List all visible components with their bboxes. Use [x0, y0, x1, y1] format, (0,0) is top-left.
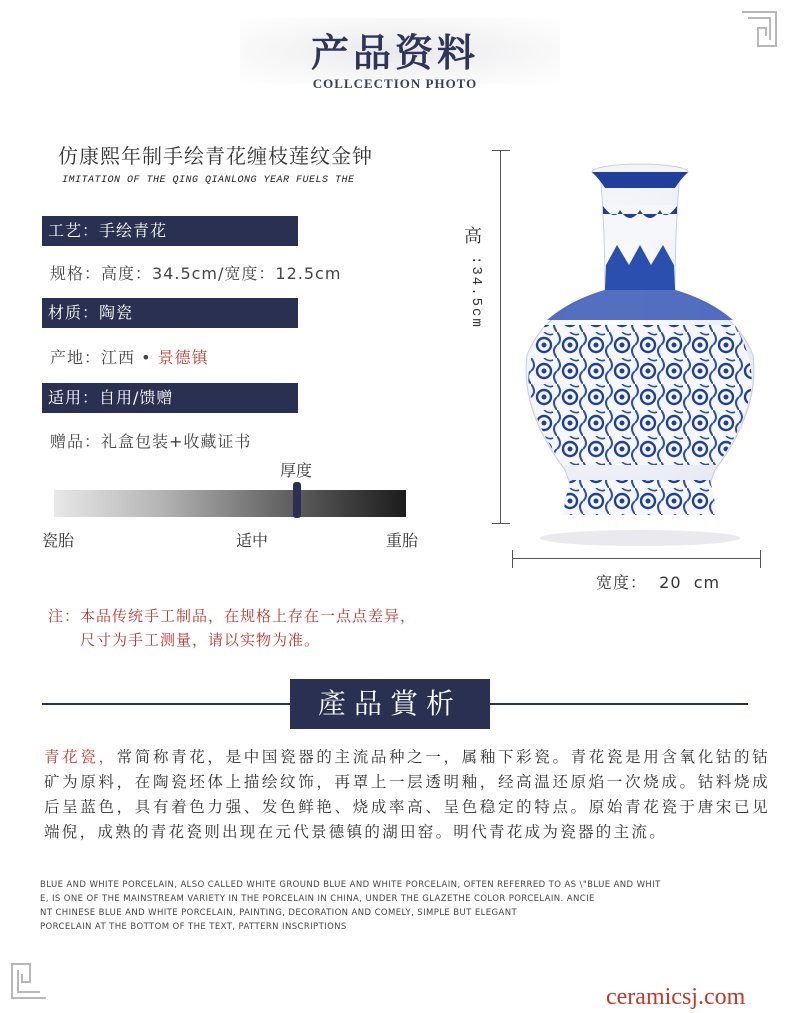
analysis-body: 常简称青花，是中国瓷器的主流品种之一，属釉下彩瓷。青花瓷是用含氧化钴的钴矿为原料，在陶瓷坯体上描绘纹饰，再罩上一层透明釉，经高温还原焰一次烧成。钴料烧成后呈蓝色，具有着色力强、发色鲜艳、烧成率高、呈色稳定的特点。原始青花瓷于唐宋已见端倪，成熟的青花瓷则出现在元代景德镇的湖田窑。明代青花成为瓷器的主流。 — [44, 748, 770, 841]
spec-origin — [50, 345, 209, 368]
spec-size: 规格：高度：34.5cm/宽度：12.5cm — [50, 264, 342, 283]
spec-origin-label: 产地：江西 • — [50, 348, 152, 367]
vase-image — [505, 150, 775, 550]
product-name-english: IMITATION OF THE QING QIANLONG YEAR FUELS THE — [62, 175, 355, 186]
handmade-note — [48, 604, 416, 652]
analysis-heading: 產品賞析 — [290, 679, 490, 729]
analysis-lead: 青花瓷， — [44, 748, 117, 766]
fret-corner-icon — [10, 962, 48, 1000]
thickness-right-label: 重胎 — [386, 531, 419, 550]
height-dimension-line — [500, 150, 501, 524]
analysis-paragraph — [44, 745, 770, 845]
width-dimension-line — [512, 558, 760, 559]
fret-corner-icon — [740, 10, 778, 48]
note-line-2: 尺寸为手工测量，请以实物为准。 — [80, 631, 321, 649]
height-label: 高 — [464, 226, 482, 247]
watermark: ceramicsj.com — [606, 984, 746, 1010]
page-subtitle: COLLCECTION PHOTO — [312, 76, 478, 91]
thickness-middle-label: 适中 — [236, 531, 269, 550]
page-title: 产品资料 — [310, 30, 479, 75]
spec-usage: 适用：自用/馈赠 — [42, 383, 298, 413]
note-line-1: 注：本品传统手工制品，在规格上存在一点点差异， — [48, 607, 417, 625]
height-value: :34.5cm — [468, 256, 484, 329]
thickness-label: 厚度 — [280, 461, 313, 480]
spec-craft: 工艺：手绘青花 — [42, 216, 298, 246]
product-name: 仿康熙年制手绘青花缠枝莲纹金钟 — [58, 144, 373, 168]
spec-material: 材质：陶瓷 — [42, 298, 298, 328]
analysis-english: BLUE AND WHITE PORCELAIN, ALSO CALLED WHITE GROUND BLUE AND WHITE PORCELAIN, OFTEN REFERRED TO AS \"BLUE AND WHIT E, IS ONE OF THE MAINSTREAM VARIETY IN THE PORCELAIN IN CHINA, UNDER THE GLAZETHE COLOR PORCELAIN. ANCIE NT CHINESE BLUE AND WHITE PORCELAIN, PAINTING, DECORATION AND COMELY, SIMPLE BUT ELEGANT PORCELAIN AT THE BOTTOM OF THE TEXT, PATTERN INSCRIPTIONS — [40, 880, 661, 932]
spec-gift: 赠品：礼盒包装+收藏证书 — [50, 432, 252, 451]
width-label: 宽度： 20 cm — [596, 573, 721, 592]
thickness-gradient-bar — [54, 490, 406, 517]
width-left-tick — [512, 550, 513, 568]
spec-origin-city: 景德镇 — [157, 348, 209, 367]
vase-shadow — [540, 530, 740, 546]
width-right-tick — [760, 550, 761, 568]
thickness-marker — [293, 482, 301, 518]
thickness-left-label: 瓷胎 — [42, 531, 75, 550]
